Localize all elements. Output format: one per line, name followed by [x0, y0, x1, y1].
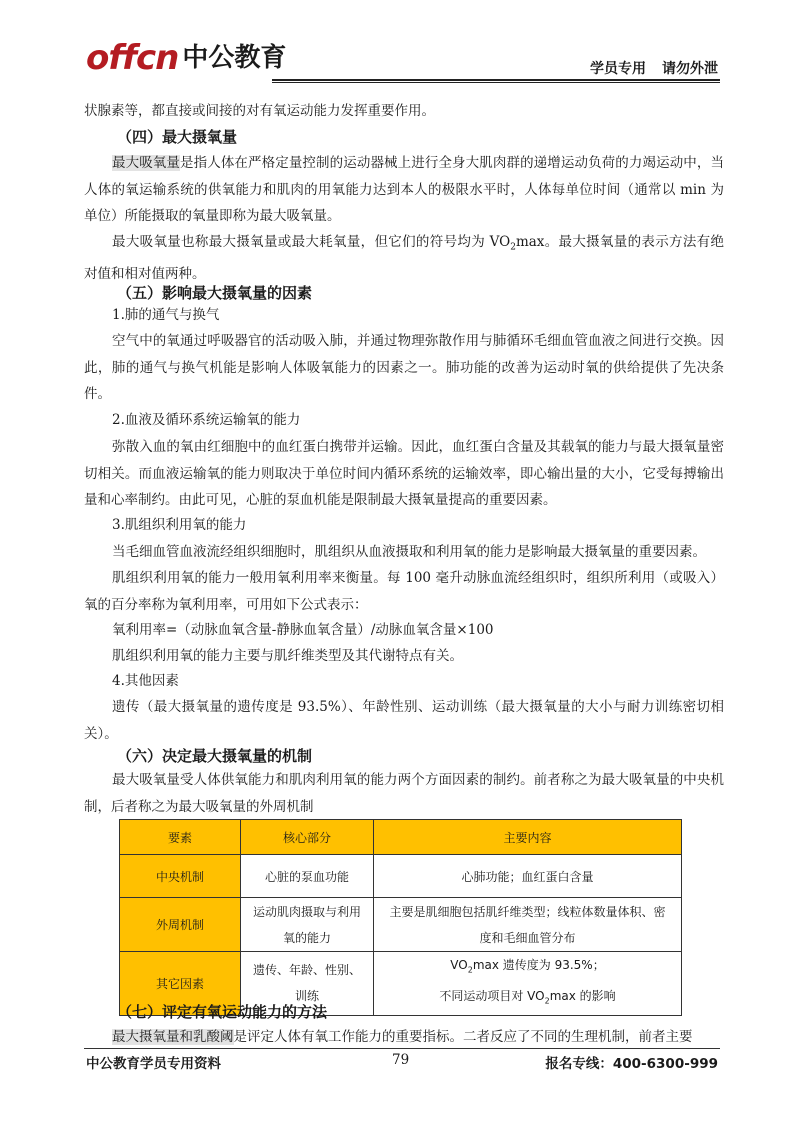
subheading-other-factors: 4.其他因素: [112, 673, 179, 689]
paragraph-muscle-oxygen-1: 当毛细血管血液流经组织细胞时，肌组织从血液摄取和利用氧的能力是影响最大摄氧量的重要因素。: [112, 544, 706, 560]
paragraph-lung-ventilation: 空气中的氧通过呼吸器官的活动吸入肺，并通过物理弥散作用与肺循环毛细血管血液之间进行交换。因此，肺的通气与换气机能是影响人体吸氧能力的因素之一。肺功能的改善为运动时氧的供给提供了先决条件。: [84, 333, 724, 402]
paragraph-evaluation: 最大摄氧量和乳酸阈是评定人体有氧工作能力的重要指标。二者反应了不同的生理机制，前者主要: [112, 1029, 693, 1045]
table-cell-factor: 中央机制: [120, 855, 241, 898]
header-tag-no-leak: 请勿外泄: [662, 61, 718, 77]
subheading-muscle-oxygen: 3.肌组织利用氧的能力: [112, 517, 247, 533]
paragraph-muscle-oxygen-3: 肌组织利用氧的能力主要与肌纤维类型及其代谢特点有关。: [112, 648, 463, 664]
footer-rule: [84, 1048, 720, 1049]
table-header-cell: 要素: [120, 820, 241, 855]
heading-section-4: （四）最大摄氧量: [117, 128, 238, 146]
table-cell-main: 主要是肌细胞包括肌纤维类型；线粒体数量体积、密 度和毛细血管分布: [374, 898, 682, 952]
paragraph-continuation: 状腺素等，都直接或间接的对有氧运动能力发挥重要作用。: [84, 103, 435, 119]
logo-chinese: 中公教育: [182, 43, 287, 73]
page-number: 79: [392, 1052, 410, 1068]
subheading-blood-transport: 2.血液及循环系统运输氧的能力: [112, 412, 301, 428]
paragraph-vo2max-names: 最大吸氧量也称最大摄氧量或最大耗氧量，但它们的符号均为 $VO_2\max$。最大摄氧量的表示方法有绝对值和相对值两种。: [84, 234, 724, 283]
logo-english: offcn: [86, 38, 179, 78]
table-cell-core: 运动肌肉摄取与利用 氧的能力: [241, 898, 374, 952]
mechanism-table: [119, 819, 682, 1016]
highlight-evaluation-terms: 最大摄氧量和乳酸阈: [112, 1029, 234, 1045]
table-header-cell: 主要内容: [374, 820, 682, 855]
table-row: [120, 855, 682, 898]
table-row: [120, 898, 682, 952]
highlight-vo2max-term: 最大吸氧量: [112, 155, 181, 171]
heading-section-6: （六）决定最大摄氧量的机制: [117, 747, 313, 765]
heading-section-5: （五）影响最大摄氧量的因素: [117, 284, 313, 302]
header-rule: [272, 79, 720, 81]
table-header-row: [120, 820, 682, 855]
footer-hotline: 报名专线：400-6300-999: [545, 1056, 718, 1072]
offcn-logo: [86, 38, 286, 78]
paragraph-blood-transport: 弥散入血的氧由红细胞中的血红蛋白携带并运输。因此，血红蛋白含量及其载氧的能力与最大摄氧量密切相关。而血液运输氧的能力则取决于单位时间内循环系统的运输效率，即心输出量的大小，它受每搏输出量和心率制约。由此可见，心脏的泵血机能是限制最大摄氧量提高的重要因素。: [84, 439, 724, 508]
table-cell-core: 遗传、年龄、性别、 训练: [241, 952, 374, 1016]
footer-left-label: 中公教育学员专用资料: [86, 1056, 221, 1072]
subheading-lung-ventilation: 1.肺的通气与换气: [112, 307, 220, 323]
table-cell-main: $VO_2\max$ 遗传度为 93.5%； 不同运动项目对 $VO_2\max$ 的影响: [374, 952, 682, 1016]
paragraph-vo2max-definition: 最大吸氧量是指人体在严格定量控制的运动器械上进行全身大肌肉群的递增运动负荷的力竭运动中，当人体的氧运输系统的供氧能力和肌肉的用氧能力达到本人的极限水平时，人体每单位时间（通常以 min 为单位）所能摄取的氧量即称为最大吸氧量。: [84, 155, 725, 224]
table-cell-core: 心脏的泵血功能: [241, 855, 374, 898]
paragraph-muscle-oxygen-2: 肌组织利用氧的能力一般用氧利用率来衡量。每 100 毫升动脉血流经组织时，组织所利用（或吸入）氧的百分率称为氧利用率，可用如下公式表示：: [84, 570, 724, 613]
heading-section-7: （七）评定有氧运动能力的方法: [117, 1003, 328, 1021]
paragraph-mechanism: 最大吸氧量受人体供氧能力和肌肉利用氧的能力两个方面因素的制约。前者称之为最大吸氧量的中央机制，后者称之为最大吸氧量的外周机制: [84, 772, 724, 815]
header-rule-thin: [272, 82, 720, 83]
table-cell-factor: 外周机制: [120, 898, 241, 952]
header-tag-students-only: 学员专用: [590, 61, 646, 77]
header-tags: [590, 58, 718, 78]
table-cell-main: 心肺功能；血红蛋白含量: [374, 855, 682, 898]
table-cell-factor: 其它因素: [120, 952, 241, 1016]
table-header-cell: 核心部分: [241, 820, 374, 855]
formula-oxygen-utilization: 氧利用率=（动脉血氧含量-静脉血氧含量）/动脉血氧含量×100: [112, 622, 494, 638]
paragraph-other-factors: 遗传（最大摄氧量的遗传度是 93.5%）、年龄性别、运动训练（最大摄氧量的大小与耐力训练密切相关）。: [84, 699, 724, 742]
